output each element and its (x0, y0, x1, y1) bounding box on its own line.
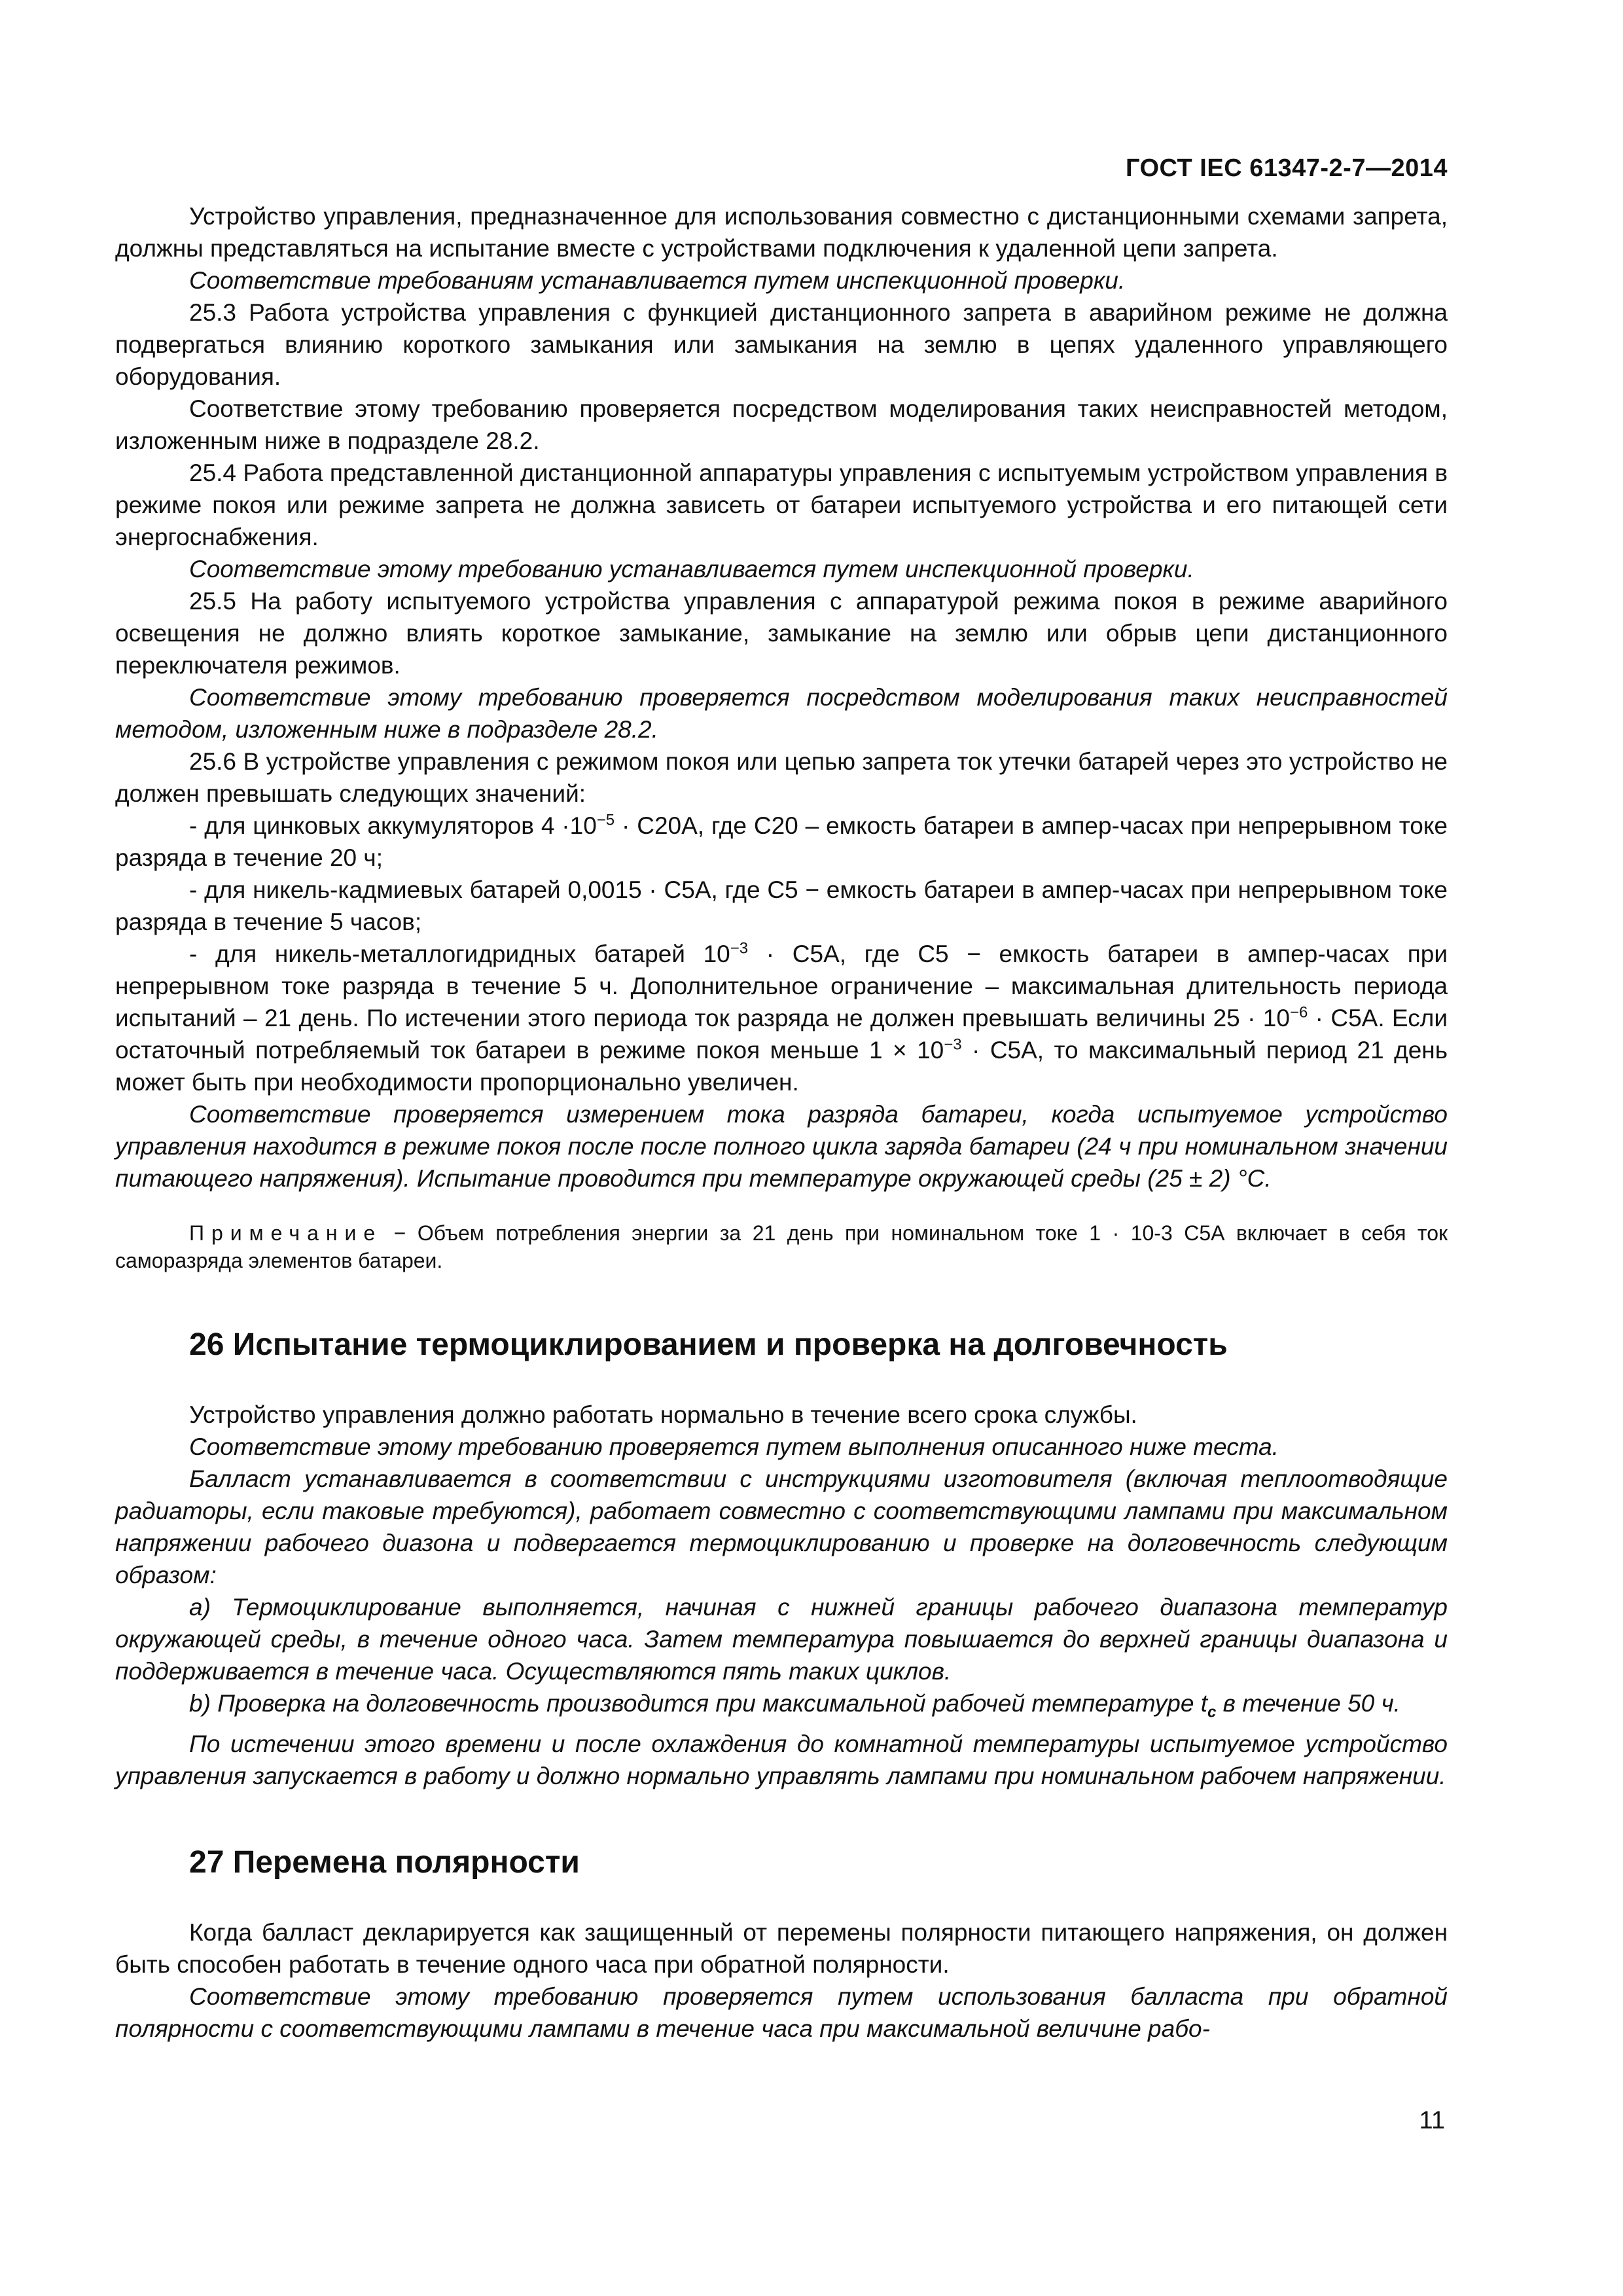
paragraph-25-3-compliance: Соответствие этому требованию проверяется посредством моделирования таких неисправностей методом, изложенным ниже в подразделе 28.2. (115, 395, 1448, 454)
paragraph-25-4-compliance: Соответствие этому требованию устанавливается путем инспекционной проверки. (189, 556, 1194, 583)
section-26-compliance: Соответствие этому требованию проверяется путем выполнения описанного ниже теста. (189, 1433, 1279, 1460)
paragraph-25-6: 25.6 В устройстве управления с режимом покоя или цепью запрета ток утечки батарей через это устройство не должен превышать следующих значений: (115, 748, 1448, 807)
note-text: − Объем потребления энергии за 21 день при номинальном токе 1 · 10-3 С5А включает в себя ток саморазряда элементов батареи. (115, 1221, 1448, 1272)
section-27-paragraph: Когда балласт декларируется как защищенный от перемены полярности питающего напряжения, он должен быть способен работать в течение одного часа при обратной полярности. (115, 1919, 1448, 1979)
section-27-heading: 27 Перемена полярности (189, 1845, 580, 1880)
paragraph-25-3: 25.3 Работа устройства управления с функцией дистанционного запрета в аварийном режиме не должна подвергаться влиянию короткого замыкания или замыкания на землю в цепях удаленного управляющего оборудования. (115, 299, 1448, 390)
section-26-item-a: а) Термоциклирование выполняется, начиная с нижней границы рабочего диапазона температур окружающей среды, в течение одного часа. Затем температура повышается до верхней границы диапазона и поддерживается в течение часа. Осуществляются пять таких циклов. (115, 1594, 1448, 1685)
list-item-nicd: - для никель-кадмиевых батарей 0,0015 · С5А, где С5 − емкость батареи в ампер-часах при непрерывном токе разряда в течение 5 часов; (115, 876, 1448, 935)
section-26-final: По истечении этого времени и после охлаждения до комнатной температуры испытуемое устройство управления запускается в работу и должно нормально управлять лампами при номинальном рабочем напряжении. (115, 1731, 1448, 1790)
document-body (115, 200, 1448, 2045)
section-27-compliance: Соответствие этому требованию проверяется путем использования балласта при обратной полярности с соответствующими лампами в течение часа при максимальной величине рабо- (115, 1983, 1448, 2043)
note (115, 1219, 1448, 1274)
list-item-zinc: - для цинковых аккумуляторов $4 \cdot 10^{-5} \cdot С20А$, где С20 – емкость батареи в ампер-часах при непрерывном токе разряда в течение 20 ч; (115, 811, 1448, 871)
section-26-procedure: Балласт устанавливается в соответствии с инструкциями изготовителя (включая теплоотводящие радиаторы, если таковые требуются), работает совместно с соответствующими лампами при максимальном напряжении рабочего диазона и подвергается термоциклированию и проверке на долговечность следующим образом: (115, 1465, 1448, 1588)
section-26-item-b: b) Проверка на долговечность производится при максимальной рабочей температуре $t_c$ в течение 50 ч. (189, 1690, 1400, 1721)
paragraph-compliance-inspection: Соответствие требованиям устанавливается путем инспекционной проверки. (189, 267, 1126, 294)
list-item-nimh: - для никель-металлогидридных батарей $10^{-3} \cdot С5А$, где С5 − емкость батареи в ампер-часах при непрерывном токе разряда в течение 5 ч. Дополнительное ограничение – максимальная длительность периода испытаний – 21 день. По истечении этого периода ток разряда не должен превышать величины $25 \cdot 10^{-6} \cdot С5А$. Если остаточный потребляемый ток батареи в режиме покоя меньше $1 \times 10^{-3} \cdot С5А$, то максимальный период 21 день может быть при необходимости пропорционально увеличен. (115, 939, 1448, 1096)
page-number: 11 (1419, 2107, 1445, 2134)
paragraph-remote-inhibit: Устройство управления, предназначенное для использования совместно с дистанционными схемами запрета, должны представляться на испытание вместе с устройствами подключения к удаленной цепи запрета. (115, 203, 1448, 262)
section-26-intro: Устройство управления должно работать нормально в течение всего срока службы. (189, 1401, 1137, 1428)
section-26-heading: 26 Испытание термоциклированием и проверка на долговечность (189, 1327, 1228, 1362)
paragraph-25-5: 25.5 На работу испытуемого устройства управления с аппаратурой режима покоя в режиме аварийного освещения не должно влиять короткое замыкание, замыкание на землю или обрыв цепи дистанционного переключателя режимов. (115, 588, 1448, 679)
note-label: Примечание (189, 1221, 383, 1245)
paragraph-25-6-compliance: Соответствие проверяется измерением тока разряда батареи, когда испытуемое устройство управления находится в режиме покоя после после полного цикла заряда батареи (24 ч при номинальном значении питающего напряжения). Испытание проводится при температуре окружающей среды (25 ± 2) °С. (115, 1101, 1448, 1192)
document-header: ГОСТ IEC 61347-2-7—2014 (1125, 154, 1448, 182)
paragraph-25-4: 25.4 Работа представленной дистанционной аппаратуры управления с испытуемым устройством управления в режиме покоя или режиме запрета не должна зависеть от батареи испытуемого устройства и его питающей сети энергоснабжения. (115, 459, 1448, 550)
paragraph-25-5-compliance: Соответствие этому требованию проверяется посредством моделирования таких неисправностей методом, изложенным ниже в подразделе 28.2. (115, 684, 1448, 743)
